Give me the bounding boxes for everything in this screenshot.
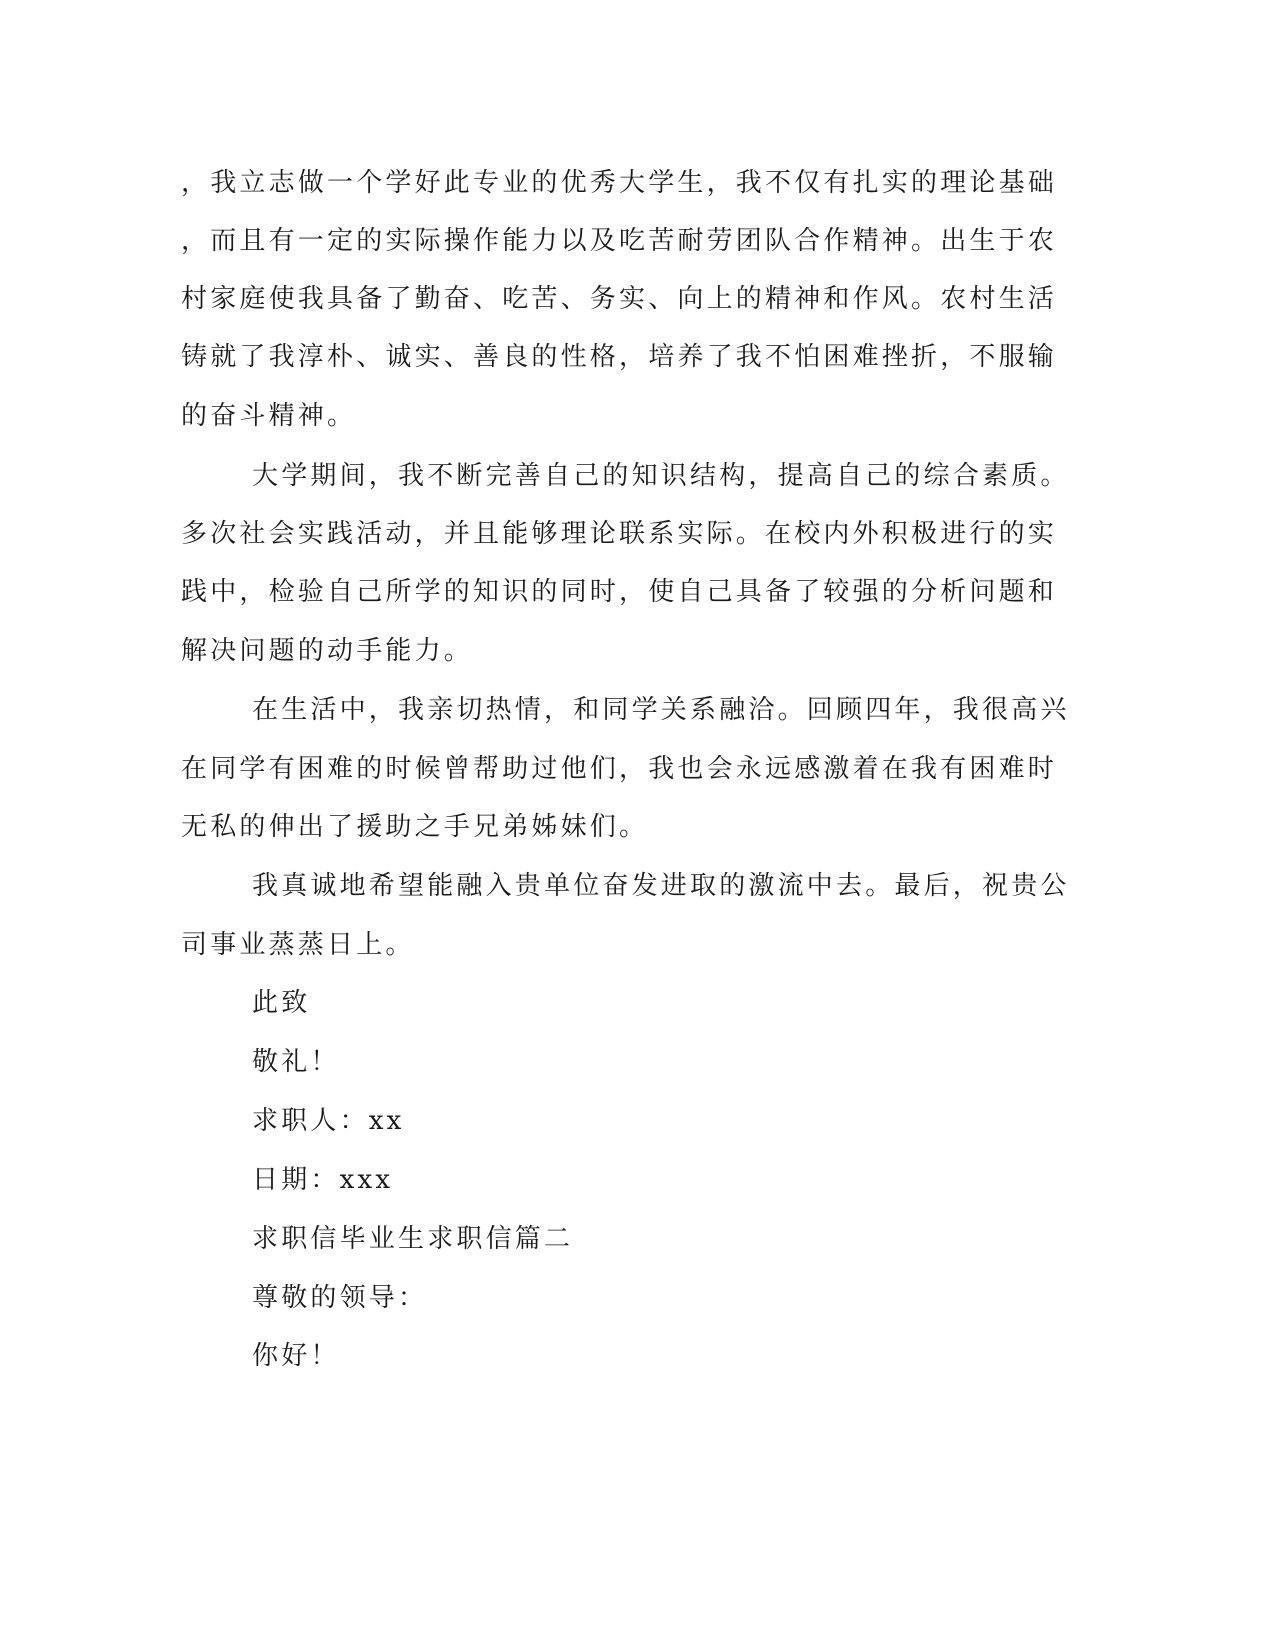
paragraph-1-line-2: ，而且有一定的实际操作能力以及吃苦耐劳团队合作精神。出生于农 — [181, 226, 1058, 256]
closing-salutation: 此致 — [252, 988, 311, 1018]
paragraph-3-line-3: 无私的伸出了援助之手兄弟姊妹们。 — [181, 812, 649, 842]
paragraph-2-line-3: 践中，检验自己所学的知识的同时，使自己具备了较强的分析问题和 — [181, 577, 1058, 607]
paragraph-3-line-1: 在生活中，我亲切热情，和同学关系融洽。回顾四年，我很高兴 — [252, 695, 1070, 725]
closing-regards: 敬礼！ — [252, 1047, 340, 1077]
paragraph-1-line-5: 的奋斗精神。 — [181, 401, 357, 431]
paragraph-2-line-2: 多次社会实践活动，并且能够理论联系实际。在校内外积极进行的实 — [181, 519, 1058, 549]
greeting-recipient: 尊敬的领导： — [252, 1283, 428, 1313]
greeting: 你好！ — [252, 1341, 340, 1371]
letter-date: 日期：xxx — [252, 1165, 394, 1195]
paragraph-2-line-1: 大学期间，我不断完善自己的知识结构，提高自己的综合素质。 — [252, 461, 1070, 491]
paragraph-4-line-1: 我真诚地希望能融入贵单位奋发进取的激流中去。最后，祝贵公 — [252, 871, 1070, 901]
paragraph-2-line-4: 解决问题的动手能力。 — [181, 636, 474, 666]
paragraph-1-line-4: 铸就了我淳朴、诚实、善良的性格，培养了我不怕困难挫折，不服输 — [181, 342, 1058, 372]
paragraph-1-line-3: 村家庭使我具备了勤奋、吃苦、务实、向上的精神和作风。农村生活 — [181, 284, 1058, 314]
applicant-name: 求职人：xx — [252, 1106, 405, 1136]
paragraph-1-line-1: ，我立志做一个学好此专业的优秀大学生，我不仅有扎实的理论基础 — [181, 168, 1058, 198]
paragraph-3-line-2: 在同学有困难的时候曾帮助过他们，我也会永远感激着在我有困难时 — [181, 754, 1058, 784]
section-heading: 求职信毕业生求职信篇二 — [252, 1224, 574, 1254]
paragraph-4-line-2: 司事业蒸蒸日上。 — [181, 930, 415, 960]
